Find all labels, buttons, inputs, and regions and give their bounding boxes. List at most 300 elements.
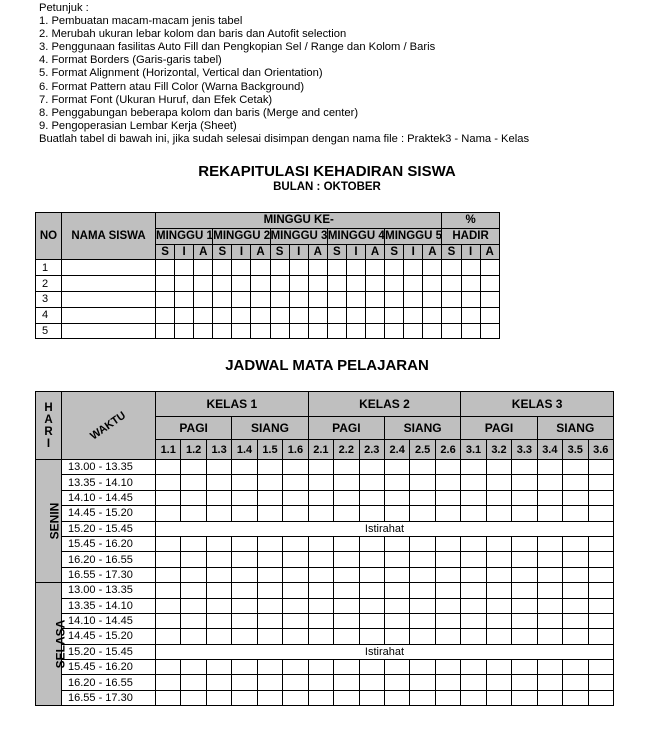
- schedule-cell[interactable]: [308, 460, 333, 475]
- schedule-cell[interactable]: [308, 675, 333, 690]
- schedule-cell[interactable]: [206, 475, 231, 490]
- schedule-cell[interactable]: [232, 552, 257, 567]
- schedule-cell[interactable]: [486, 567, 511, 582]
- schedule-cell[interactable]: [537, 460, 562, 475]
- schedule-cell[interactable]: [461, 490, 486, 505]
- schedule-cell[interactable]: [410, 536, 435, 551]
- schedule-cell[interactable]: [512, 552, 537, 567]
- schedule-cell[interactable]: [435, 629, 460, 644]
- attendance-cell[interactable]: [213, 307, 232, 323]
- attendance-cell[interactable]: [423, 307, 442, 323]
- schedule-cell[interactable]: [334, 475, 359, 490]
- schedule-cell[interactable]: [384, 490, 409, 505]
- schedule-cell[interactable]: [283, 583, 308, 598]
- schedule-cell[interactable]: [359, 475, 384, 490]
- schedule-cell[interactable]: [232, 660, 257, 675]
- schedule-cell[interactable]: [461, 629, 486, 644]
- schedule-cell[interactable]: [181, 552, 206, 567]
- schedule-cell[interactable]: [384, 690, 409, 705]
- schedule-cell[interactable]: [512, 675, 537, 690]
- attendance-cell[interactable]: [175, 276, 194, 292]
- schedule-cell[interactable]: [461, 536, 486, 551]
- schedule-cell[interactable]: [486, 629, 511, 644]
- schedule-cell[interactable]: [156, 536, 181, 551]
- schedule-cell[interactable]: [435, 583, 460, 598]
- schedule-cell[interactable]: [334, 506, 359, 521]
- attendance-cell[interactable]: [385, 307, 404, 323]
- schedule-cell[interactable]: [359, 490, 384, 505]
- attendance-cell[interactable]: [366, 276, 385, 292]
- schedule-cell[interactable]: [563, 475, 588, 490]
- schedule-cell[interactable]: [410, 583, 435, 598]
- schedule-cell[interactable]: [283, 675, 308, 690]
- attendance-cell[interactable]: [423, 291, 442, 307]
- attendance-cell[interactable]: [175, 291, 194, 307]
- schedule-cell[interactable]: [410, 613, 435, 628]
- schedule-cell[interactable]: [283, 536, 308, 551]
- attendance-cell[interactable]: [442, 260, 461, 276]
- schedule-cell[interactable]: [181, 536, 206, 551]
- attendance-cell[interactable]: [213, 260, 232, 276]
- schedule-cell[interactable]: [257, 583, 282, 598]
- schedule-cell[interactable]: [257, 567, 282, 582]
- schedule-cell[interactable]: [181, 690, 206, 705]
- schedule-cell[interactable]: [563, 629, 588, 644]
- schedule-cell[interactable]: [486, 552, 511, 567]
- attendance-cell[interactable]: [232, 291, 251, 307]
- schedule-cell[interactable]: [461, 690, 486, 705]
- schedule-cell[interactable]: [588, 536, 613, 551]
- schedule-cell[interactable]: [156, 629, 181, 644]
- schedule-cell[interactable]: [588, 475, 613, 490]
- schedule-cell[interactable]: [512, 690, 537, 705]
- attendance-cell[interactable]: [308, 291, 327, 307]
- schedule-cell[interactable]: [232, 690, 257, 705]
- schedule-cell[interactable]: [232, 536, 257, 551]
- schedule-cell[interactable]: [435, 460, 460, 475]
- schedule-cell[interactable]: [232, 613, 257, 628]
- schedule-cell[interactable]: [359, 690, 384, 705]
- schedule-cell[interactable]: [156, 490, 181, 505]
- schedule-cell[interactable]: [181, 675, 206, 690]
- schedule-cell[interactable]: [359, 660, 384, 675]
- schedule-cell[interactable]: [588, 552, 613, 567]
- schedule-cell[interactable]: [334, 660, 359, 675]
- schedule-cell[interactable]: [156, 567, 181, 582]
- schedule-cell[interactable]: [232, 675, 257, 690]
- schedule-cell[interactable]: [206, 613, 231, 628]
- attendance-cell[interactable]: [404, 276, 423, 292]
- attendance-cell[interactable]: [156, 307, 175, 323]
- attendance-cell[interactable]: [232, 307, 251, 323]
- attendance-cell[interactable]: [327, 260, 346, 276]
- schedule-cell[interactable]: [334, 690, 359, 705]
- schedule-cell[interactable]: [563, 613, 588, 628]
- schedule-cell[interactable]: [283, 552, 308, 567]
- attendance-cell[interactable]: [480, 323, 499, 339]
- schedule-cell[interactable]: [537, 629, 562, 644]
- schedule-cell[interactable]: [384, 660, 409, 675]
- schedule-cell[interactable]: [486, 460, 511, 475]
- schedule-cell[interactable]: [257, 475, 282, 490]
- schedule-cell[interactable]: [308, 475, 333, 490]
- attendance-cell[interactable]: [461, 307, 480, 323]
- schedule-cell[interactable]: [384, 506, 409, 521]
- schedule-cell[interactable]: [257, 598, 282, 613]
- attendance-cell[interactable]: [289, 260, 308, 276]
- schedule-cell[interactable]: [308, 506, 333, 521]
- attendance-cell[interactable]: [404, 307, 423, 323]
- schedule-cell[interactable]: [486, 660, 511, 675]
- schedule-cell[interactable]: [359, 629, 384, 644]
- schedule-cell[interactable]: [435, 552, 460, 567]
- schedule-cell[interactable]: [563, 506, 588, 521]
- schedule-cell[interactable]: [410, 475, 435, 490]
- schedule-cell[interactable]: [486, 490, 511, 505]
- attendance-cell[interactable]: [194, 323, 213, 339]
- schedule-cell[interactable]: [410, 552, 435, 567]
- schedule-cell[interactable]: [384, 552, 409, 567]
- schedule-cell[interactable]: [486, 583, 511, 598]
- attendance-cell[interactable]: [289, 291, 308, 307]
- schedule-cell[interactable]: [181, 490, 206, 505]
- schedule-cell[interactable]: [283, 598, 308, 613]
- schedule-cell[interactable]: [257, 629, 282, 644]
- attendance-cell[interactable]: [175, 323, 194, 339]
- schedule-cell[interactable]: [435, 475, 460, 490]
- schedule-cell[interactable]: [512, 583, 537, 598]
- schedule-cell[interactable]: [283, 613, 308, 628]
- schedule-cell[interactable]: [512, 460, 537, 475]
- schedule-cell[interactable]: [156, 675, 181, 690]
- schedule-cell[interactable]: [461, 660, 486, 675]
- schedule-cell[interactable]: [334, 552, 359, 567]
- schedule-cell[interactable]: [563, 660, 588, 675]
- student-name-cell[interactable]: [62, 260, 156, 276]
- schedule-cell[interactable]: [512, 490, 537, 505]
- attendance-cell[interactable]: [308, 276, 327, 292]
- attendance-cell[interactable]: [251, 291, 270, 307]
- schedule-cell[interactable]: [563, 567, 588, 582]
- schedule-cell[interactable]: [410, 460, 435, 475]
- schedule-cell[interactable]: [588, 567, 613, 582]
- attendance-cell[interactable]: [270, 276, 289, 292]
- schedule-cell[interactable]: [206, 629, 231, 644]
- schedule-cell[interactable]: [308, 629, 333, 644]
- schedule-cell[interactable]: [359, 506, 384, 521]
- attendance-cell[interactable]: [232, 276, 251, 292]
- attendance-cell[interactable]: [156, 260, 175, 276]
- schedule-cell[interactable]: [384, 536, 409, 551]
- schedule-cell[interactable]: [435, 690, 460, 705]
- schedule-cell[interactable]: [257, 460, 282, 475]
- schedule-cell[interactable]: [486, 506, 511, 521]
- schedule-cell[interactable]: [334, 460, 359, 475]
- schedule-cell[interactable]: [563, 460, 588, 475]
- attendance-cell[interactable]: [442, 323, 461, 339]
- attendance-cell[interactable]: [232, 260, 251, 276]
- attendance-cell[interactable]: [251, 323, 270, 339]
- attendance-cell[interactable]: [213, 276, 232, 292]
- schedule-cell[interactable]: [384, 598, 409, 613]
- schedule-cell[interactable]: [308, 613, 333, 628]
- schedule-cell[interactable]: [435, 598, 460, 613]
- schedule-cell[interactable]: [156, 598, 181, 613]
- attendance-cell[interactable]: [442, 276, 461, 292]
- schedule-cell[interactable]: [232, 629, 257, 644]
- schedule-cell[interactable]: [257, 552, 282, 567]
- schedule-cell[interactable]: [206, 552, 231, 567]
- schedule-cell[interactable]: [283, 629, 308, 644]
- schedule-cell[interactable]: [410, 506, 435, 521]
- attendance-cell[interactable]: [404, 323, 423, 339]
- schedule-cell[interactable]: [410, 675, 435, 690]
- attendance-cell[interactable]: [175, 260, 194, 276]
- attendance-cell[interactable]: [366, 291, 385, 307]
- attendance-cell[interactable]: [442, 307, 461, 323]
- schedule-cell[interactable]: [384, 675, 409, 690]
- schedule-cell[interactable]: [232, 506, 257, 521]
- schedule-cell[interactable]: [461, 475, 486, 490]
- schedule-cell[interactable]: [563, 490, 588, 505]
- schedule-cell[interactable]: [232, 490, 257, 505]
- attendance-cell[interactable]: [442, 291, 461, 307]
- schedule-cell[interactable]: [181, 598, 206, 613]
- schedule-cell[interactable]: [537, 536, 562, 551]
- schedule-cell[interactable]: [588, 660, 613, 675]
- schedule-cell[interactable]: [359, 536, 384, 551]
- schedule-cell[interactable]: [537, 552, 562, 567]
- schedule-cell[interactable]: [206, 536, 231, 551]
- schedule-cell[interactable]: [232, 460, 257, 475]
- schedule-cell[interactable]: [257, 536, 282, 551]
- schedule-cell[interactable]: [334, 536, 359, 551]
- schedule-cell[interactable]: [537, 613, 562, 628]
- schedule-cell[interactable]: [232, 475, 257, 490]
- schedule-cell[interactable]: [156, 475, 181, 490]
- schedule-cell[interactable]: [486, 536, 511, 551]
- attendance-cell[interactable]: [404, 291, 423, 307]
- schedule-cell[interactable]: [384, 475, 409, 490]
- schedule-cell[interactable]: [308, 490, 333, 505]
- attendance-cell[interactable]: [346, 307, 365, 323]
- schedule-cell[interactable]: [359, 598, 384, 613]
- schedule-cell[interactable]: [563, 690, 588, 705]
- attendance-cell[interactable]: [156, 323, 175, 339]
- schedule-cell[interactable]: [512, 660, 537, 675]
- schedule-cell[interactable]: [359, 460, 384, 475]
- schedule-cell[interactable]: [384, 567, 409, 582]
- attendance-cell[interactable]: [480, 260, 499, 276]
- schedule-cell[interactable]: [537, 490, 562, 505]
- schedule-cell[interactable]: [512, 475, 537, 490]
- attendance-cell[interactable]: [194, 260, 213, 276]
- schedule-cell[interactable]: [435, 660, 460, 675]
- schedule-cell[interactable]: [588, 506, 613, 521]
- schedule-cell[interactable]: [283, 506, 308, 521]
- schedule-cell[interactable]: [512, 536, 537, 551]
- attendance-cell[interactable]: [156, 291, 175, 307]
- schedule-cell[interactable]: [512, 506, 537, 521]
- student-name-cell[interactable]: [62, 307, 156, 323]
- schedule-cell[interactable]: [283, 460, 308, 475]
- schedule-cell[interactable]: [359, 613, 384, 628]
- schedule-cell[interactable]: [537, 583, 562, 598]
- attendance-cell[interactable]: [232, 323, 251, 339]
- schedule-cell[interactable]: [308, 552, 333, 567]
- schedule-cell[interactable]: [461, 675, 486, 690]
- schedule-cell[interactable]: [181, 613, 206, 628]
- attendance-cell[interactable]: [461, 260, 480, 276]
- attendance-cell[interactable]: [270, 323, 289, 339]
- schedule-cell[interactable]: [461, 583, 486, 598]
- schedule-cell[interactable]: [588, 675, 613, 690]
- attendance-cell[interactable]: [423, 276, 442, 292]
- schedule-cell[interactable]: [384, 583, 409, 598]
- schedule-cell[interactable]: [410, 660, 435, 675]
- schedule-cell[interactable]: [181, 460, 206, 475]
- schedule-cell[interactable]: [537, 567, 562, 582]
- attendance-cell[interactable]: [461, 276, 480, 292]
- schedule-cell[interactable]: [181, 475, 206, 490]
- schedule-cell[interactable]: [283, 567, 308, 582]
- schedule-cell[interactable]: [156, 583, 181, 598]
- schedule-cell[interactable]: [461, 613, 486, 628]
- attendance-cell[interactable]: [251, 276, 270, 292]
- schedule-cell[interactable]: [384, 460, 409, 475]
- schedule-cell[interactable]: [156, 552, 181, 567]
- attendance-cell[interactable]: [194, 291, 213, 307]
- attendance-cell[interactable]: [480, 291, 499, 307]
- attendance-cell[interactable]: [366, 307, 385, 323]
- attendance-cell[interactable]: [308, 323, 327, 339]
- schedule-cell[interactable]: [588, 583, 613, 598]
- schedule-cell[interactable]: [181, 629, 206, 644]
- schedule-cell[interactable]: [257, 490, 282, 505]
- schedule-cell[interactable]: [257, 506, 282, 521]
- schedule-cell[interactable]: [435, 567, 460, 582]
- schedule-cell[interactable]: [435, 536, 460, 551]
- attendance-cell[interactable]: [366, 323, 385, 339]
- schedule-cell[interactable]: [537, 506, 562, 521]
- schedule-cell[interactable]: [359, 675, 384, 690]
- attendance-cell[interactable]: [251, 307, 270, 323]
- schedule-cell[interactable]: [334, 613, 359, 628]
- schedule-cell[interactable]: [257, 690, 282, 705]
- attendance-cell[interactable]: [213, 291, 232, 307]
- schedule-cell[interactable]: [384, 613, 409, 628]
- schedule-cell[interactable]: [283, 690, 308, 705]
- attendance-cell[interactable]: [480, 276, 499, 292]
- schedule-cell[interactable]: [588, 613, 613, 628]
- schedule-cell[interactable]: [461, 567, 486, 582]
- attendance-cell[interactable]: [308, 307, 327, 323]
- schedule-cell[interactable]: [334, 567, 359, 582]
- attendance-cell[interactable]: [175, 307, 194, 323]
- attendance-cell[interactable]: [213, 323, 232, 339]
- attendance-cell[interactable]: [289, 276, 308, 292]
- schedule-cell[interactable]: [232, 583, 257, 598]
- attendance-cell[interactable]: [289, 307, 308, 323]
- attendance-cell[interactable]: [423, 323, 442, 339]
- schedule-cell[interactable]: [156, 613, 181, 628]
- schedule-cell[interactable]: [257, 660, 282, 675]
- schedule-cell[interactable]: [486, 613, 511, 628]
- schedule-cell[interactable]: [410, 490, 435, 505]
- schedule-cell[interactable]: [156, 506, 181, 521]
- schedule-cell[interactable]: [435, 506, 460, 521]
- schedule-cell[interactable]: [308, 583, 333, 598]
- schedule-cell[interactable]: [308, 660, 333, 675]
- schedule-cell[interactable]: [537, 475, 562, 490]
- schedule-cell[interactable]: [206, 567, 231, 582]
- schedule-cell[interactable]: [410, 690, 435, 705]
- schedule-cell[interactable]: [461, 460, 486, 475]
- attendance-cell[interactable]: [289, 323, 308, 339]
- attendance-cell[interactable]: [270, 307, 289, 323]
- schedule-cell[interactable]: [181, 583, 206, 598]
- schedule-cell[interactable]: [588, 598, 613, 613]
- attendance-cell[interactable]: [270, 291, 289, 307]
- schedule-cell[interactable]: [232, 598, 257, 613]
- schedule-cell[interactable]: [334, 629, 359, 644]
- schedule-cell[interactable]: [359, 567, 384, 582]
- schedule-cell[interactable]: [486, 598, 511, 613]
- schedule-cell[interactable]: [410, 598, 435, 613]
- attendance-cell[interactable]: [194, 307, 213, 323]
- schedule-cell[interactable]: [537, 690, 562, 705]
- schedule-cell[interactable]: [486, 475, 511, 490]
- schedule-cell[interactable]: [563, 598, 588, 613]
- student-name-cell[interactable]: [62, 276, 156, 292]
- schedule-cell[interactable]: [461, 598, 486, 613]
- schedule-cell[interactable]: [283, 490, 308, 505]
- student-name-cell[interactable]: [62, 291, 156, 307]
- attendance-cell[interactable]: [346, 291, 365, 307]
- schedule-cell[interactable]: [181, 567, 206, 582]
- schedule-cell[interactable]: [257, 613, 282, 628]
- schedule-cell[interactable]: [588, 690, 613, 705]
- schedule-cell[interactable]: [435, 490, 460, 505]
- schedule-cell[interactable]: [257, 675, 282, 690]
- schedule-cell[interactable]: [181, 506, 206, 521]
- schedule-cell[interactable]: [283, 660, 308, 675]
- attendance-cell[interactable]: [308, 260, 327, 276]
- schedule-cell[interactable]: [588, 629, 613, 644]
- schedule-cell[interactable]: [308, 536, 333, 551]
- schedule-cell[interactable]: [512, 629, 537, 644]
- schedule-cell[interactable]: [461, 506, 486, 521]
- schedule-cell[interactable]: [206, 490, 231, 505]
- attendance-cell[interactable]: [404, 260, 423, 276]
- attendance-cell[interactable]: [385, 260, 404, 276]
- schedule-cell[interactable]: [410, 567, 435, 582]
- attendance-cell[interactable]: [480, 307, 499, 323]
- schedule-cell[interactable]: [334, 490, 359, 505]
- schedule-cell[interactable]: [461, 552, 486, 567]
- schedule-cell[interactable]: [563, 552, 588, 567]
- schedule-cell[interactable]: [563, 536, 588, 551]
- schedule-cell[interactable]: [334, 598, 359, 613]
- schedule-cell[interactable]: [486, 690, 511, 705]
- attendance-cell[interactable]: [251, 260, 270, 276]
- schedule-cell[interactable]: [206, 506, 231, 521]
- student-name-cell[interactable]: [62, 323, 156, 339]
- attendance-cell[interactable]: [366, 260, 385, 276]
- schedule-cell[interactable]: [283, 475, 308, 490]
- schedule-cell[interactable]: [537, 660, 562, 675]
- schedule-cell[interactable]: [537, 598, 562, 613]
